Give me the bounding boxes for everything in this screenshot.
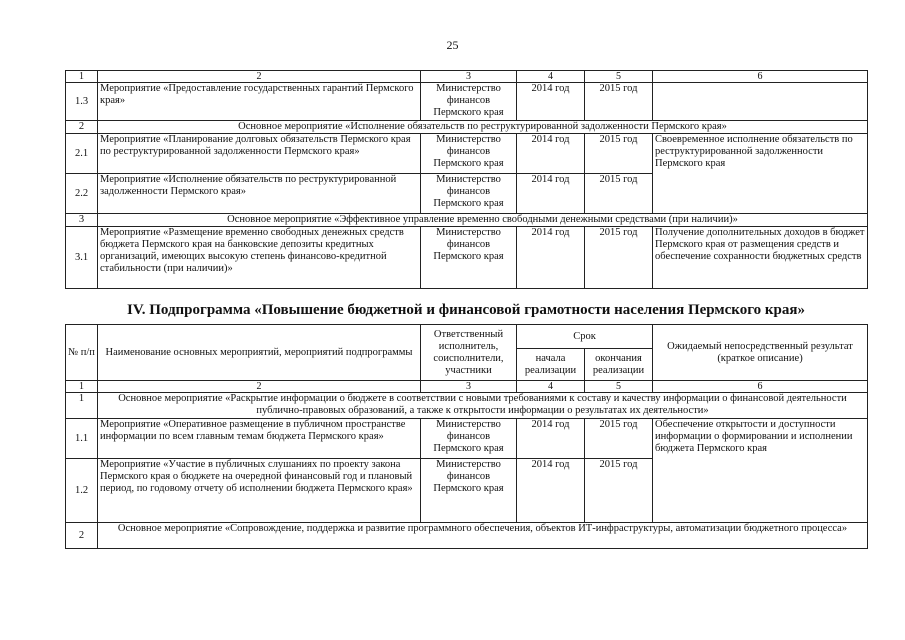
section-row	[66, 523, 868, 549]
section-number: 2	[66, 121, 98, 134]
measure-name: Мероприятие «Размещение временно свободных денежных средств бюджета Пермского края на банковские депозиты кредитных организаций, имеющих высокую степень финансово-кредитной стабильности (при наличии)»	[98, 227, 421, 289]
section-row	[66, 393, 868, 419]
section-number: 3	[66, 214, 98, 227]
responsible: Министерство финансов Пермского края	[421, 227, 517, 289]
end-year: 2015 год	[585, 174, 653, 214]
section-text: Основное мероприятие «Сопровождение, поддержка и развитие программного обеспечения, объектов ИТ-инфраструктуры, автоматизации бюджетного процесса»	[98, 523, 868, 549]
section-number: 2	[66, 523, 98, 549]
measure-name: Мероприятие «Участие в публичных слушаниях по проекту закона Пермского края о бюджете на очередной финансовый год и плановый период, по годовому отчету об исполнении бюджета Пермского края»	[98, 459, 421, 523]
responsible: Министерство финансов Пермского края	[421, 83, 517, 121]
header-num: № п/п	[66, 325, 98, 381]
header-term: Срок	[517, 325, 653, 349]
row-number: 1.3	[66, 83, 98, 121]
table-row	[66, 419, 868, 459]
start-year: 2014 год	[517, 83, 585, 121]
row-number: 3.1	[66, 227, 98, 289]
row-number: 1.2	[66, 459, 98, 523]
measure-name: Мероприятие «Исполнение обязательств по реструктурированной задолженности Пермского края»	[98, 174, 421, 214]
col-number: 2	[98, 71, 421, 83]
measure-name: Мероприятие «Планирование долговых обязательств Пермского края по реструктурированной задолженности Пермского края»	[98, 134, 421, 174]
subprogram-title: IV. Подпрограмма «Повышение бюджетной и финансовой грамотности населения Пермского края»	[126, 302, 806, 318]
section-number: 1	[66, 393, 98, 419]
header-start: начала реализации	[517, 349, 585, 381]
measure-name: Мероприятие «Оперативное размещение в публичном пространстве информации по всем главным темам бюджета Пермского края»	[98, 419, 421, 459]
section-row	[66, 214, 868, 227]
col-number: 5	[585, 71, 653, 83]
section-text: Основное мероприятие «Эффективное управление временно свободными денежными средствами (при наличии)»	[98, 214, 868, 227]
table-continuation	[65, 70, 868, 289]
responsible: Министерство финансов Пермского края	[421, 134, 517, 174]
col-number: 3	[421, 71, 517, 83]
start-year: 2014 год	[517, 227, 585, 289]
section-text: Основное мероприятие «Раскрытие информации о бюджете в соответствии с новыми требованиями к составу и качеству информации о финансовой деятельности публично-правовых образований, а также к открытости информации о результатах их деятельности»	[98, 393, 868, 419]
start-year: 2014 год	[517, 419, 585, 459]
start-year: 2014 год	[517, 134, 585, 174]
header-responsible: Ответственный исполнитель, соисполнители, участники	[421, 325, 517, 381]
col-number: 4	[517, 71, 585, 83]
header-result: Ожидаемый непосредственный результат (краткое описание)	[653, 325, 868, 381]
table-row	[66, 134, 868, 174]
col-number: 2	[98, 381, 421, 393]
header-row	[66, 325, 868, 349]
col-number: 1	[66, 381, 98, 393]
responsible: Министерство финансов Пермского края	[421, 419, 517, 459]
section-text: Основное мероприятие «Исполнение обязательств по реструктурированной задолженности Пермского края»	[98, 121, 868, 134]
header-end: окончания реализации	[585, 349, 653, 381]
measure-name: Мероприятие «Предоставление государственных гарантий Пермского края»	[98, 83, 421, 121]
row-number: 1.1	[66, 419, 98, 459]
responsible: Министерство финансов Пермского края	[421, 174, 517, 214]
expected-result	[653, 83, 868, 121]
row-number: 2.2	[66, 174, 98, 214]
col-number: 3	[421, 381, 517, 393]
expected-result: Обеспечение открытости и доступности информации о формировании и исполнении бюджета Пермского края	[653, 419, 868, 523]
col-number: 6	[653, 71, 868, 83]
column-numbers-row	[66, 381, 868, 393]
col-number: 4	[517, 381, 585, 393]
start-year: 2014 год	[517, 459, 585, 523]
table-row	[66, 227, 868, 289]
end-year: 2015 год	[585, 134, 653, 174]
table-subprogram-4	[65, 324, 868, 549]
header-name: Наименование основных мероприятий, мероприятий подпрограммы	[98, 325, 421, 381]
start-year: 2014 год	[517, 174, 585, 214]
expected-result: Получение дополнительных доходов в бюджет Пермского края от размещения средств и обеспечение сохранности бюджетных средств	[653, 227, 868, 289]
section-row	[66, 121, 868, 134]
end-year: 2015 год	[585, 419, 653, 459]
row-number: 2.1	[66, 134, 98, 174]
end-year: 2015 год	[585, 227, 653, 289]
responsible: Министерство финансов Пермского края	[421, 459, 517, 523]
end-year: 2015 год	[585, 83, 653, 121]
expected-result: Своевременное исполнение обязательств по реструктурированной задолженности Пермского края	[653, 134, 868, 214]
page-number: 25	[446, 38, 459, 52]
col-number: 1	[66, 71, 98, 83]
table-row	[66, 83, 868, 121]
column-numbers-row	[66, 71, 868, 83]
end-year: 2015 год	[585, 459, 653, 523]
col-number: 6	[653, 381, 868, 393]
col-number: 5	[585, 381, 653, 393]
